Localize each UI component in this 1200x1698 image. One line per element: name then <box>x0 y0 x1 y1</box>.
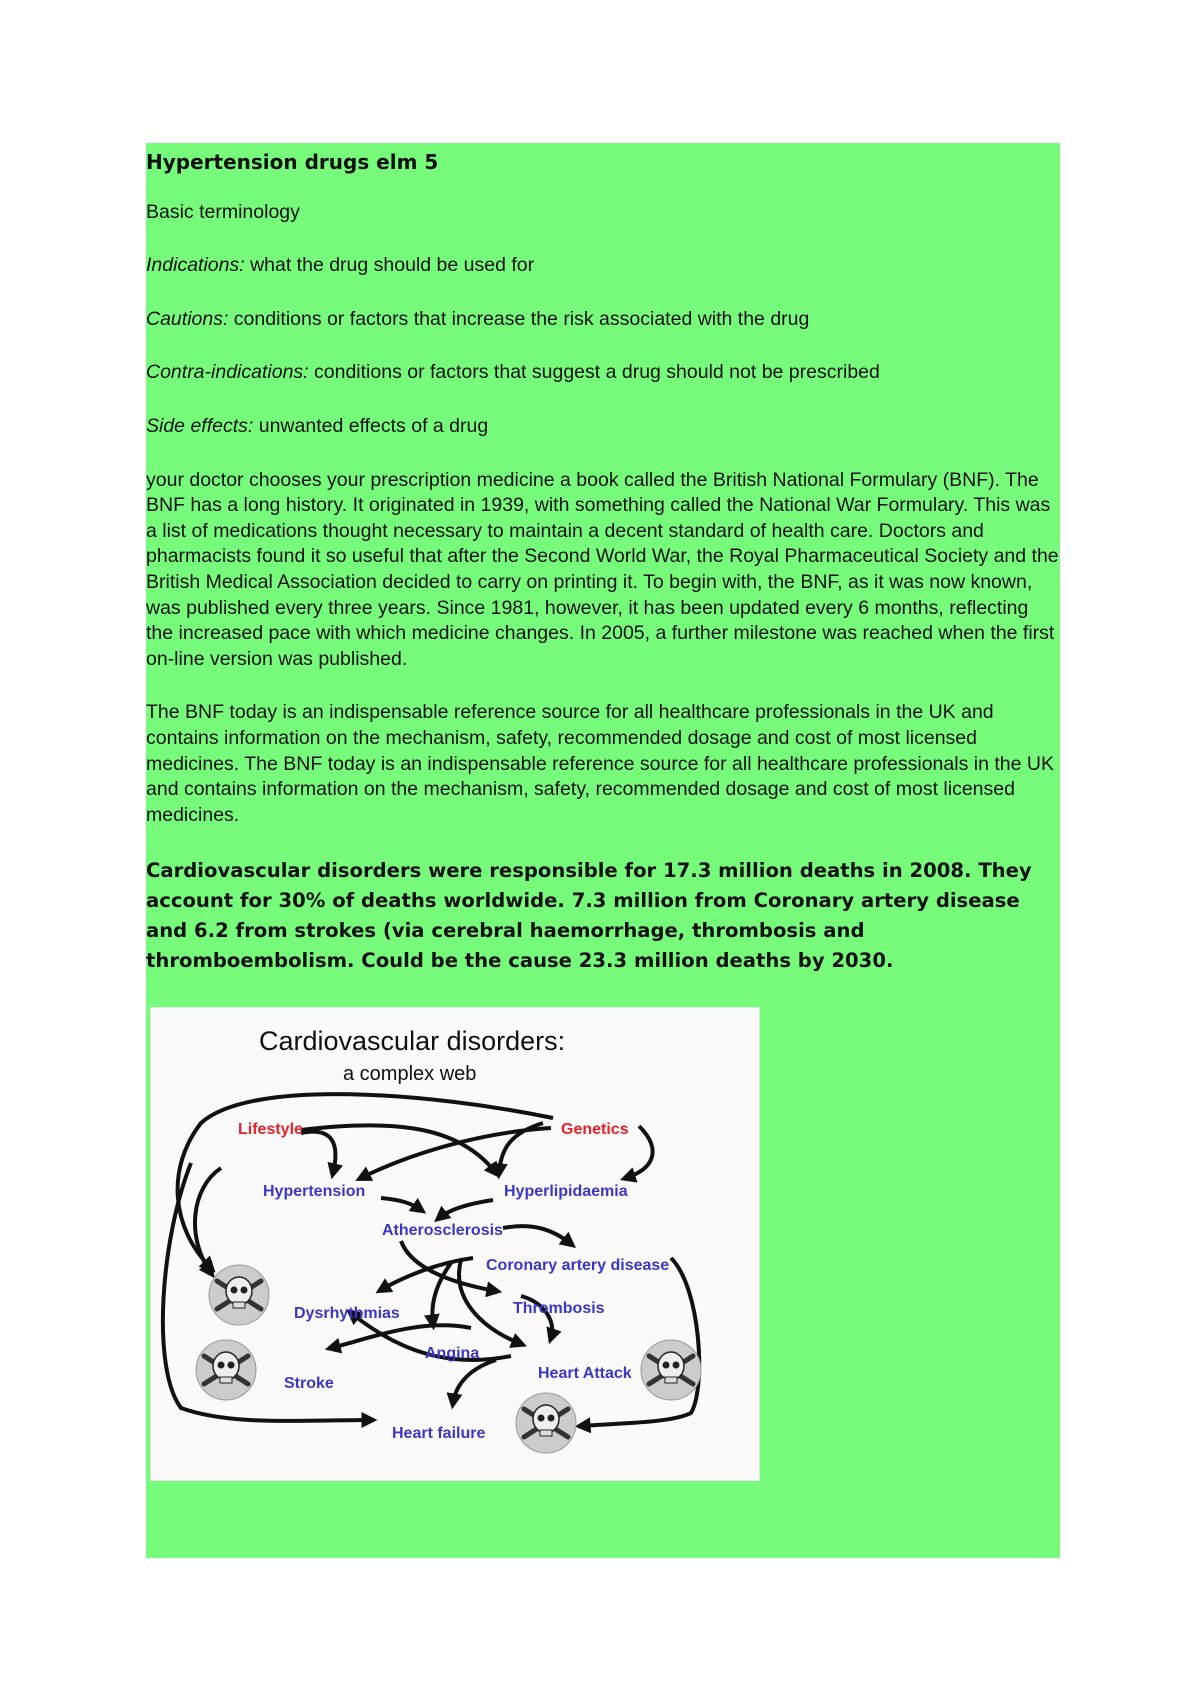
term-definition: conditions or factors that suggest a drug should not be prescribed <box>308 361 880 384</box>
cardiovascular-web-figure <box>150 1007 760 1481</box>
arrow-lifestyle-hypertension <box>301 1132 335 1173</box>
arrow-atherosclerosis-coronary <box>503 1226 571 1244</box>
cardiovascular-web-diagram <box>151 1008 759 1480</box>
term-definition: conditions or factors that increase the risk associated with the drug <box>228 307 810 330</box>
arrow-genetics-loop <box>626 1126 653 1178</box>
paragraph-cardiovascular-stats: Cardiovascular disorders were responsible for 17.3 million deaths in 2008. They account for 30% of deaths worldwide. 7.3 million from Coronary artery disease and 6.2 from strokes (via cerebral haemorrhage, thrombosis and thromboembolism. Could be the cause 23.3 million deaths by 2030. <box>146 859 1032 973</box>
arrow-lifestyle-hyperlipidaemia <box>301 1125 496 1173</box>
term-indications <box>146 253 1060 279</box>
figure-title: Cardiovascular disorders: <box>259 1026 566 1056</box>
figure-subtitle: a complex web <box>343 1063 477 1085</box>
section-subtitle: Basic terminology <box>146 200 300 223</box>
term-cautions <box>146 307 1060 333</box>
skull-icon <box>209 1265 269 1325</box>
node-stroke: Stroke <box>284 1375 334 1392</box>
node-atherosclerosis: Atherosclerosis <box>382 1222 503 1239</box>
document-body <box>146 150 1060 976</box>
term-definition: unwanted effects of a drug <box>253 414 489 437</box>
skull-icon <box>641 1340 701 1400</box>
node-lifestyle: Lifestyle <box>238 1121 303 1138</box>
node-dysrhythmias: Dysrhythmias <box>294 1305 400 1322</box>
paragraph-bnf-today: The BNF today is an indispensable reference source for all healthcare professionals in the UK and contains information on the mechanism, safety, recommended dosage and cost of most licensed medicines. The BNF today is an indispensable reference source for all healthcare professionals in the UK and contains information on the mechanism, safety, recommended dosage and cost of most licensed medicines. <box>146 701 1054 826</box>
node-angina: Angina <box>425 1345 480 1362</box>
arrow-genetics-hypertension <box>361 1128 551 1178</box>
node-coronary-artery-disease: Coronary artery disease <box>486 1257 670 1274</box>
arrow-genetics-lifestyle-loop <box>178 1094 553 1268</box>
node-heart-failure: Heart failure <box>392 1425 486 1442</box>
document-title: Hypertension drugs elm 5 <box>146 150 439 174</box>
skull-icon <box>196 1340 256 1400</box>
node-hypertension: Hypertension <box>263 1183 366 1200</box>
arrow-hypertension-atherosclerosis <box>381 1198 421 1210</box>
arrow-hyperlipidaemia-atherosclerosis <box>439 1200 493 1218</box>
term-label: Side effects: <box>146 414 254 437</box>
node-thrombosis: Thrombosis <box>513 1300 605 1317</box>
term-label: Indications: <box>146 254 245 277</box>
arrow-heartattack-heartfailure <box>453 1360 496 1403</box>
term-side-effects <box>146 414 1060 440</box>
paragraph-bnf-history: your doctor chooses your prescription medicine a book called the British National Formulary (BNF). The BNF has a long history. It originated in 1939, with something called the National War Formulary. This was a list of medications thought necessary to maintain a decent standard of health care. Doctors and pharmacists found it so useful that after the Second World War, the Royal Pharmaceutical Society and the British Medical Association decided to carry on printing it. To begin with, the BNF, as it was now known, was published every three years. Since 1981, however, it has been updated every 6 months, reflecting the increased pace with which medicine changes. In 2005, a further milestone was reached when the first on-line version was published. <box>146 468 1059 670</box>
term-contra-indications <box>146 360 1060 386</box>
node-heart-attack: Heart Attack <box>538 1365 632 1382</box>
skull-icon <box>516 1393 576 1453</box>
node-hyperlipidaemia: Hyperlipidaemia <box>504 1183 628 1200</box>
node-genetics: Genetics <box>561 1121 629 1138</box>
term-label: Cautions: <box>146 307 229 330</box>
term-definition: what the drug should be used for <box>244 254 535 277</box>
term-label: Contra-indications: <box>146 361 309 384</box>
